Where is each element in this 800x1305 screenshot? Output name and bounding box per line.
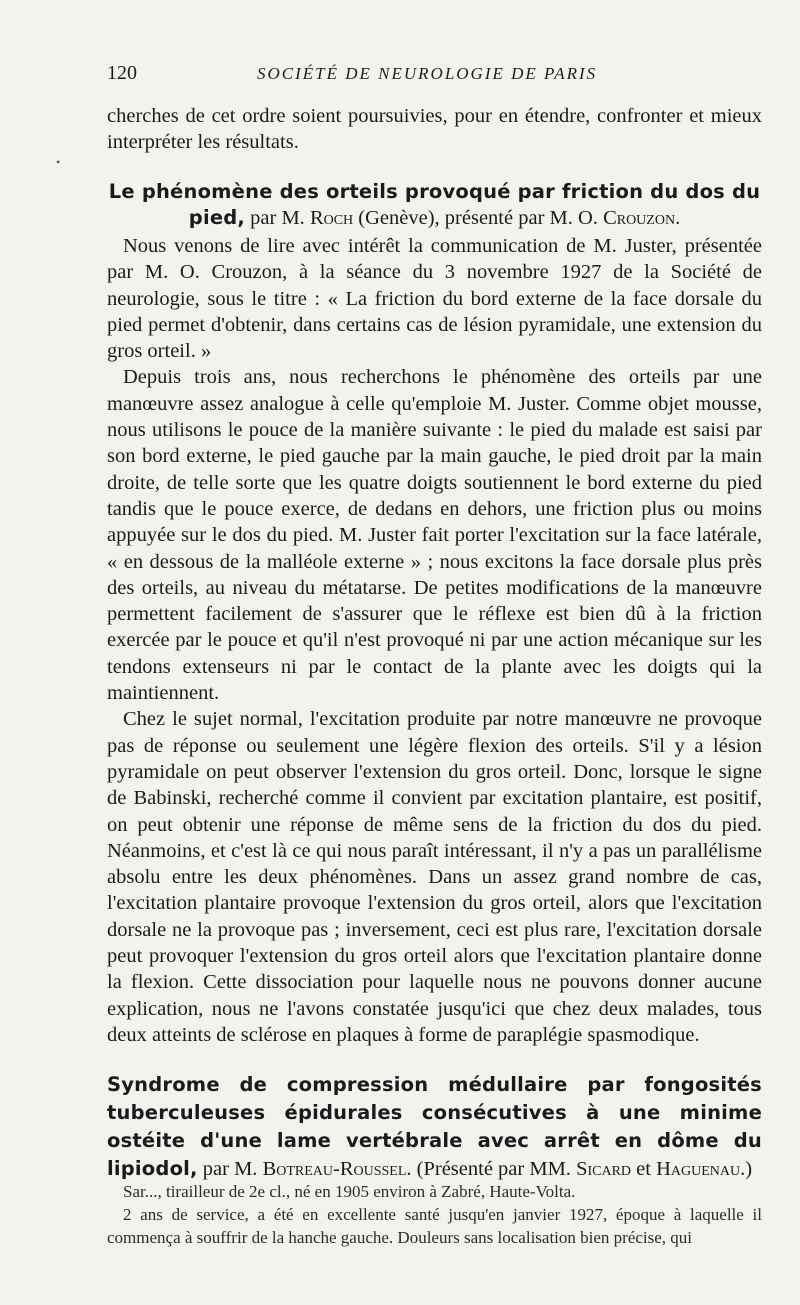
article2-heading — [107, 1071, 762, 1183]
article1-paragraph: Depuis trois ans, nous recherchons le phénomène des orteils par une manœuvre assez analogue à celle qu'emploie M. Juster. Comme objet mousse, nous utilisons le pouce de la manière suivante : le pied du malade est saisi par son bord externe, le pied gauche par la main gauche, le pied droit par la main droite, de telle sorte que les quatre doigts soutiennent le bord externe du pied tandis que le pouce exerce, de dedans en dehors, une friction plus ou moins appuyée sur le dos du pied. M. Juster fait porter l'excitation sur la face latérale, « en dessous de la malléole externe » ; nous excitons la face dorsale plus près des orteils, au niveau du métatarse. De petites modifications de la manœuvre permettent facilement de s'assurer que le réflexe est bien dû à la friction exercée par le pouce et qu'il n'est provoqué ni par une action mécanique sur les tendons extenseurs ni par le contact de la plante avec les doigts qui la maintiennent. — [107, 366, 762, 705]
article1-byline-end: . — [675, 207, 681, 229]
article1-body — [107, 233, 762, 1048]
article2-and: et — [636, 1158, 651, 1180]
intro-paragraph: cherches de cet ordre soient poursuivies, pour en étendre, confronter et mieux interpréter les résultats. — [107, 105, 762, 154]
article1-title: Le phénomène des orteils provoqué par friction du dos du pied, — [108, 180, 761, 229]
article1-presenter: Crouzon — [603, 207, 676, 229]
article2-byline-prefix: par M. — [202, 1158, 258, 1180]
margin-dot: • — [56, 155, 61, 169]
article2-presenter1: Sicard — [576, 1158, 632, 1180]
article1-byline-prefix: par M. — [250, 207, 305, 229]
article1-author: Roch — [309, 207, 354, 229]
article1-paragraph: Nous venons de lire avec intérêt la communication de M. Juster, présentée par M. O. Crouzon, à la séance du 3 novembre 1927 de la Société de neurologie, sous le titre : « La friction du bord externe de la face dorsale du pied permet d'obtenir, dans certains cas de lésion pyramidale, une extension du gros orteil. » — [107, 235, 762, 363]
case-paragraph: 2 ans de service, a été en excellente santé jusqu'en janvier 1927, époque à laquelle il commença à souffrir de la hanche gauche. Douleurs sans localisation bien précise, qui — [107, 1205, 762, 1247]
page-number: 120 — [107, 62, 137, 84]
article2-presenter2: Haguenau — [656, 1158, 741, 1180]
page-header — [107, 62, 760, 90]
article1-heading — [107, 179, 762, 231]
running-head: SOCIÉTÉ DE NEUROLOGIE DE PARIS — [257, 64, 598, 83]
case-paragraph: Sar..., tirailleur de 2e cl., né en 1905 environ à Zabré, Haute-Volta. — [123, 1182, 576, 1201]
article1-paragraph: Chez le sujet normal, l'excitation produite par notre manœuvre ne provoque pas de réponse ou seulement une légère flexion des orteils. S'il y a lésion pyramidale on peut observer l'extension du gros orteil. Donc, lorsque le signe de Babinski, recherché comme il convient par excitation plantaire, est positif, on peut obtenir une réponse de même sens de la friction du dos du pied. Néanmoins, et c'est là ce qui nous paraît intéressant, il n'y a pas un parallélisme absolu entre les deux phénomènes. Dans un assez grand nombre de cas, l'excitation plantaire provoque l'extension du gros orteil, alors que l'excitation dorsale ne la provoque pas ; inversement, ceci est plus rare, l'excitation dorsale peut provoquer l'extension du gros orteil alors que l'excitation plantaire donne la flexion. Cette dissociation pour laquelle nous ne pouvons donner aucune explication, nous ne l'avons constatée jusqu'ici que chez deux malades, tous deux atteints de sclérose en plaques à forme de paraplégie spasmodique. — [107, 708, 762, 1046]
article2-presented-by: . (Présenté par MM. — [406, 1158, 571, 1180]
article2-authors: Botreau-Roussel — [262, 1158, 407, 1180]
article2-case-report — [107, 1180, 762, 1249]
article2-byline-end: .) — [740, 1158, 753, 1180]
article2-title: Syndrome de compression médullaire par fongosités tuberculeuses épidurales consécutives à une minime ostéite d'une lame vertébrale avec arrêt en dôme du lipiodol, — [107, 1073, 762, 1180]
intro-paragraph-block — [107, 103, 762, 156]
article1-author-place: (Genève), présenté par M. O. — [358, 207, 598, 229]
